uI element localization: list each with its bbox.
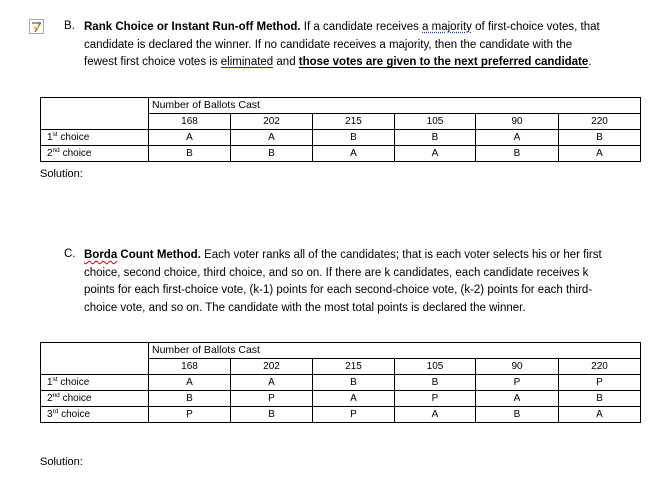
majority-link[interactable]: a majority [422,21,472,33]
table-cell: A [476,391,559,407]
section-b-paragraph: Rank Choice or Instant Run-off Method. If a candidate receives a majority of first-choice votes, that candidate is declared the winner. If no candidate receives a majority, then the candidate with the fewest first choice votes is eliminated and those votes are given to the next preferred candidate. [84,21,600,68]
table-cell: A [231,130,313,146]
table-cell: A [559,146,641,162]
table-cell: B [395,130,476,146]
table-cell: B [149,146,231,162]
table-cell: B [313,375,395,391]
table-cell: B [395,375,476,391]
row-label: 1st choice [41,375,149,391]
section-b-letter: B. [64,20,75,32]
section-c-paragraph: Borda Count Method. Each voter ranks all of the candidates; that is each voter selects his or her first choice, second choice, third choice, and so on. If there are k candidates, each candidate receives k points for each first-choice vote, (k-1) points for each second-choice vote, (k-2) points for each third-choice vote, and so on. The candidate with the most total points is declared the winner. [84,249,602,314]
ballot-count: 215 [313,114,395,130]
table-row [41,130,641,146]
row-label: 1st choice [41,130,149,146]
checklist-icon [29,19,44,34]
table-row [41,146,641,162]
eliminated-link[interactable]: eliminated [220,56,274,68]
table-cell: P [313,407,395,423]
ballot-count: 90 [476,359,559,375]
ballot-count: 168 [149,359,231,375]
table-cell: A [231,375,313,391]
table-cell: A [149,375,231,391]
table-cell: A [313,146,395,162]
table-cell: P [395,391,476,407]
table-corner [41,98,149,114]
table-cell: B [231,407,313,423]
table-corner [41,343,149,359]
table-cell: P [149,407,231,423]
row-label: 2nd choice [41,146,149,162]
table-header: Number of Ballots Cast [149,98,641,114]
ballot-count: 90 [476,114,559,130]
ballot-count: 220 [559,359,641,375]
table-row [41,375,641,391]
table-cell: B [476,407,559,423]
table-cell: A [149,130,231,146]
ballot-count: 105 [395,359,476,375]
solution-c-label: Solution: [40,456,83,468]
table-cell: P [231,391,313,407]
ballot-count: 220 [559,114,641,130]
table-row [41,407,641,423]
borda-word: Borda [84,249,118,261]
ballot-count: 202 [231,359,313,375]
table-cell: A [559,407,641,423]
table-corner [41,114,149,130]
table-cell: P [476,375,559,391]
ballots-table-c [40,342,641,423]
table-cell: B [149,391,231,407]
section-b-title: Rank Choice or Instant Run-off Method. [84,21,301,33]
table-cell: P [559,375,641,391]
solution-b-label: Solution: [40,168,83,180]
table-cell: B [313,130,395,146]
section-c-letter: C. [64,248,76,260]
table-corner [41,359,149,375]
table-cell: B [476,146,559,162]
table-cell: A [313,391,395,407]
ballot-count: 202 [231,114,313,130]
table-cell: B [559,391,641,407]
table-cell: B [559,130,641,146]
table-cell: B [231,146,313,162]
ballot-count: 168 [149,114,231,130]
table-cell: A [476,130,559,146]
section-b-emphasis: those votes are given to the next preferred candidate [298,56,589,68]
table-row [41,391,641,407]
ballot-count: 105 [395,114,476,130]
ballots-table-b [40,97,641,162]
table-cell: A [395,146,476,162]
table-header: Number of Ballots Cast [149,343,641,359]
table-cell: A [395,407,476,423]
row-label: 2nd choice [41,391,149,407]
row-label: 3rd choice [41,407,149,423]
ballot-count: 215 [313,359,395,375]
